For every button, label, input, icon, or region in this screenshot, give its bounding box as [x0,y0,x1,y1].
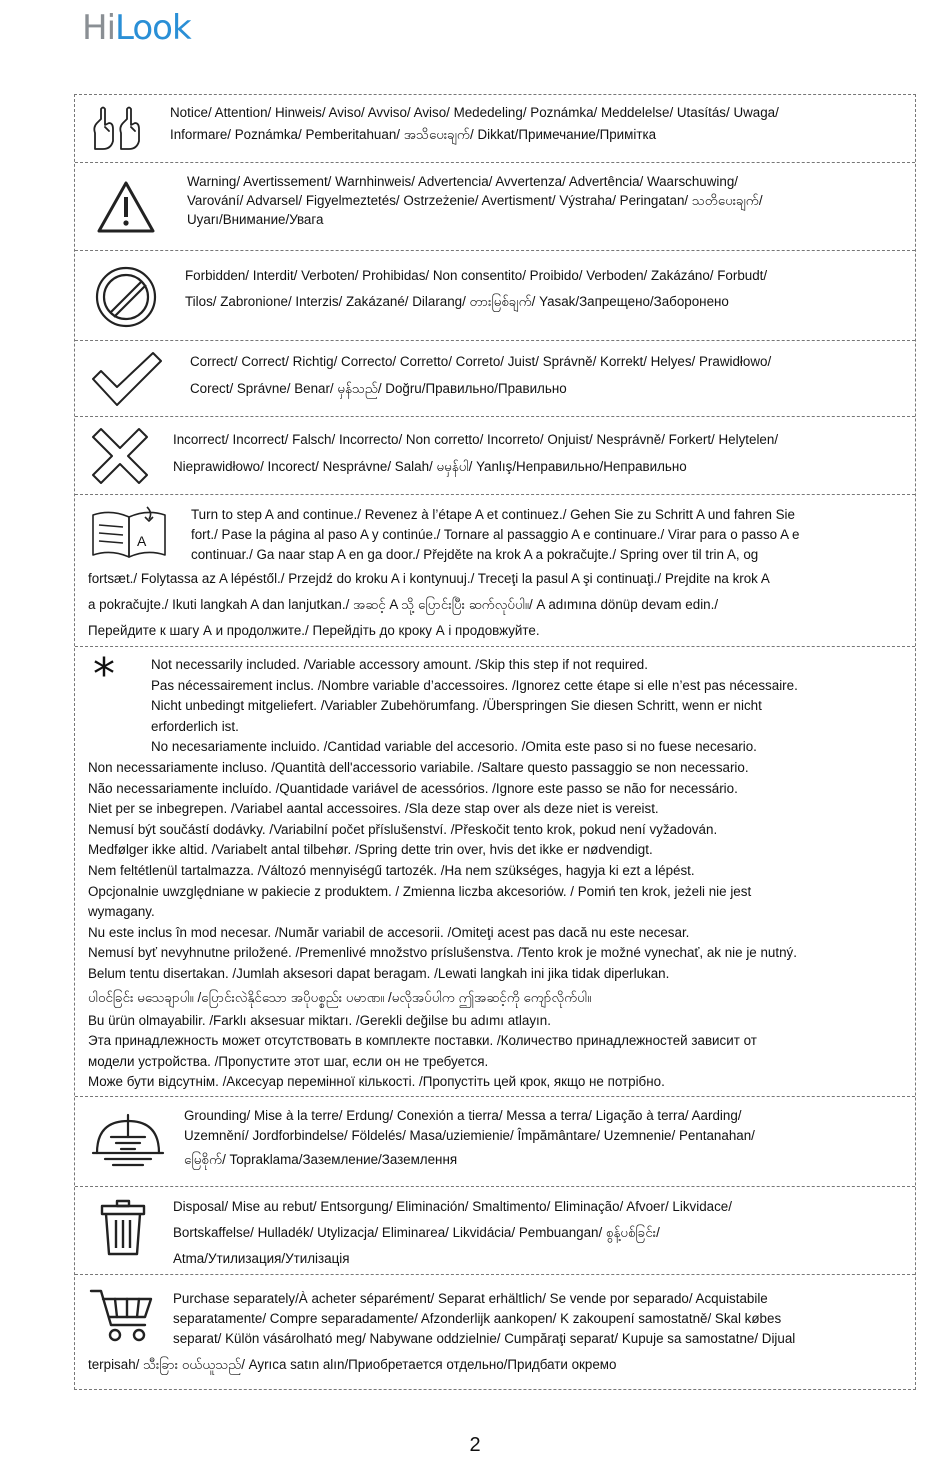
step-line: fortsæt./ Folytassa az A lépéstől./ Przejdź do kroku A i kontynuuj./ Treceţi la pasul A şi continuaţi./ Prejdite na krok A [88,571,770,586]
forbidden-line: Forbidden/ Interdit/ Verboten/ Prohibidas/ Non consentito/ Proibido/ Verboden/ Zakázáno/ Forbudt/ [185,268,768,283]
grounding-row [75,1097,915,1187]
grounding-icon [91,1113,165,1169]
step-line: Перейдите к шагу А и продолжите./ Перейдіть до кроку А і продовжуйте. [88,623,540,638]
purchase-line: terpisah/ သီးခြား ဝယ်ယူသည်/ Ayrıca satın alın/Приобретается отдельно/Придбати окремо [88,1357,617,1372]
incorrect-line: Nieprawidłowo/ Incorect/ Nesprávne/ Salah/ မမှန်ပါ/ Yanlış/Неправильно/Неправильно [173,459,687,474]
asterisk-line: модели устройства. /Пропустите этот шаг, если он не требуется. [88,1053,489,1069]
step-line: a pokračujte./ Ikuti langkah A dan lanjutkan./ အဆင့် A သို့ ပြောင်းပြီး ဆက်လုပ်ပါ။/ A adımına dönüp devam edin./ [88,597,719,612]
asterisk-line: Эта принадлежность может отсутствовать в комплекте поставки. /Количество принадлежностей зависит от [88,1033,757,1049]
asterisk-line: Bu ürün olmayabilir. /Farklı aksesuar miktarı. /Gerekli değilse bu adımı atlayın. [88,1012,551,1028]
asterisk-line: Nu este inclus în mod necesar. /Număr variabil de accesorii. /Omiteţi acest pas dacă nu este necesar. [88,924,690,940]
open-book-icon [89,505,173,561]
purchase-line: separat/ Külön vásárolható meg/ Nabywane oddzielnie/ Cumpăraţi separat/ Kupuje sa samostatne/ Dijual [173,1331,796,1346]
hand-pointing-icon [89,105,147,153]
forbidden-row [75,251,915,341]
asterisk-row [75,647,915,1097]
purchase-row [75,1275,915,1390]
book-step-label: A [137,533,147,549]
correct-row [75,341,915,417]
correct-line: Correct/ Correct/ Richtig/ Correcto/ Corretto/ Correto/ Juist/ Správně/ Korrekt/ Helyes/ Prawidłowo/ [190,354,772,369]
logo-look: Look [115,8,191,48]
warning-triangle-icon [95,179,157,235]
disposal-row [75,1187,915,1275]
asterisk-line: Може бути відсутнім. /Аксесуар перемінної кількості. /Пропустіть цей крок, якщо не потрібно. [88,1074,665,1090]
asterisk-line: Non necessariamente incluso. /Quantità dell'accessorio variabile. /Saltare questo passaggio se non necessario. [88,760,749,775]
incorrect-row [75,417,915,495]
disposal-line: Atma/Утилизация/Утилізація [173,1251,350,1266]
incorrect-line: Incorrect/ Incorrect/ Falsch/ Incorrecto/ Non corretto/ Incorreto/ Onjuist/ Nesprávně/ Forkert/ Helytelen/ [173,432,779,447]
asterisk-line: erforderlich ist. [151,718,239,734]
grounding-line: မြေစိုက်/ Topraklama/Заземление/Заземлення [184,1152,458,1167]
cross-icon [89,425,151,487]
asterisk-line: Opcjonalnie uwzględniane w pakiecie z produktem. / Zmienna liczba akcesoriów. / Pomiń ten krok, jeżeli nie jest [88,883,752,899]
symbol-legend-table [74,94,916,1390]
step-line: Turn to step A and continue./ Revenez à l’étape A et continuez./ Gehen Sie zu Schritt A und fahren Sie [191,507,795,522]
asterisk-line: Não necessariamente incluído. /Quantidade variável de acessórios. /Ignore este passo se não for necessário. [88,780,738,796]
logo-hi: Hi [82,8,116,48]
asterisk-line: Medfølger ikke altid. /Variabelt antal tilbehør. /Spring dette trin over, hvis det ikke er nødvendigt. [88,842,653,858]
asterisk-line: Nemusí být součástí dodávky. /Variabilní počet příslušenství. /Přeskočit tento krok, pokud není vyžadován. [88,821,718,837]
correct-line: Corect/ Správne/ Benar/ မှန်သည်/ Doğru/Правильно/Правильно [190,381,567,396]
purchase-line: Purchase separately/À acheter séparément/ Separat erhältlich/ Se vende por separado/ Acquistabile [173,1291,768,1306]
warning-line: Uyarı/Внимание/Увага [187,212,324,227]
asterisk-line: Not necessarily included. /Variable accessory amount. /Skip this step if not required. [151,657,648,672]
shopping-cart-icon [89,1287,155,1345]
disposal-line: Disposal/ Mise au rebut/ Entsorgung/ Eliminación/ Smaltimento/ Eliminação/ Afvoer/ Likvidace/ [173,1199,732,1214]
grounding-line: Grounding/ Mise à la terre/ Erdung/ Conexión a tierra/ Messa a terra/ Ligação à terra/ Aarding/ [184,1108,742,1123]
asterisk-line: wymagany. [88,904,155,920]
warning-row [75,163,915,251]
asterisk-icon: * [93,649,115,700]
warning-line: Warning/ Avertissement/ Warnhinweis/ Advertencia/ Avvertenza/ Advertência/ Waarschuwing/ [187,174,739,189]
prohibited-icon [93,264,159,330]
step-row [75,495,915,647]
asterisk-line: Belum tentu disertakan. /Jumlah aksesori dapat beragam. /Lewati langkah ini jika tidak diperlukan. [88,965,670,981]
asterisk-line: Nicht unbedingt mitgeliefert. /Variabler Zubehörumfang. /Überspringen Sie diesen Schritt, wenn er nicht [151,698,762,714]
asterisk-line: Nem feltétlenül tartalmazza. /Változó mennyiségű tartozék. /Ha nem szükséges, hagyja ki ezt a lépést. [88,862,695,878]
disposal-line: Bortskaffelse/ Hulladék/ Utylizacja/ Eliminarea/ Likvidácia/ Pembuangan/ စွန့်ပစ်ခြင်း/ [173,1225,660,1240]
trash-bin-icon [99,1199,147,1257]
hilook-logo [82,8,191,48]
grounding-line: Uzemnění/ Jordforbindelse/ Földelés/ Masa/uziemienie/ Împământare/ Uzemnenie/ Pentanahan/ [184,1128,755,1143]
warning-line: Varování/ Advarsel/ Figyelmeztetés/ Ostrzeżenie/ Avertisment/ Výstraha/ Peringatan/ သတိပေးချက်/ [187,193,763,208]
forbidden-line: Tilos/ Zabronione/ Interzis/ Zakázané/ Dilarang/ တားမြစ်ချက်/ Yasak/Запрещено/Заборонено [185,294,729,309]
purchase-line: separatamente/ Compre separadamente/ Afzonderlijk aankopen/ K zakoupení samostatně/ Skal købes [173,1311,782,1326]
checkmark-icon [89,349,165,409]
asterisk-line: Niet per se inbegrepen. /Variabel aantal accessoires. /Sla deze stap over als deze niet is vereist. [88,801,659,817]
asterisk-line: Pas nécessairement inclus. /Nombre variable d’accessoires. /Ignorez cette étape si elle n’est pas nécessaire. [151,677,798,693]
asterisk-line: Nemusí byť nevyhnutne priložené. /Premenlivé množstvo príslušenstva. /Tento krok je možné vynechať, ak nie je nutný. [88,945,797,961]
page-number: 2 [469,1434,481,1456]
notice-line: Informare/ Poznámka/ Pemberitahuan/ အသိပေးချက်/ Dikkat/Примечание/Примітка [170,127,657,142]
step-line: continuar./ Ga naar stap A en ga door./ Přejděte na krok A a pokračujte./ Spring over til trin A, og [191,547,759,562]
notice-line: Notice/ Attention/ Hinweis/ Aviso/ Avviso/ Aviso/ Mededeling/ Poznámka/ Meddelelse/ Utasítás/ Uwaga/ [170,105,779,120]
asterisk-line: No necesariamente incluido. /Cantidad variable del accesorio. /Omita este paso si no fuese necesario. [151,739,757,755]
step-line: fort./ Pase la página al paso A y continúe./ Tornare al passaggio A e continuare./ Virar para o passo A e [191,527,800,542]
notice-row [75,95,915,163]
asterisk-line: ပါဝင်ခြင်း မသေချာပါ။ /ပြောင်းလဲနိုင်သော အပိုပစ္စည်း ပမာဏ။ /မလိုအပ်ပါက ဤအဆင့်ကို ကျော်လိုက်ပါ။ [88,989,592,1005]
